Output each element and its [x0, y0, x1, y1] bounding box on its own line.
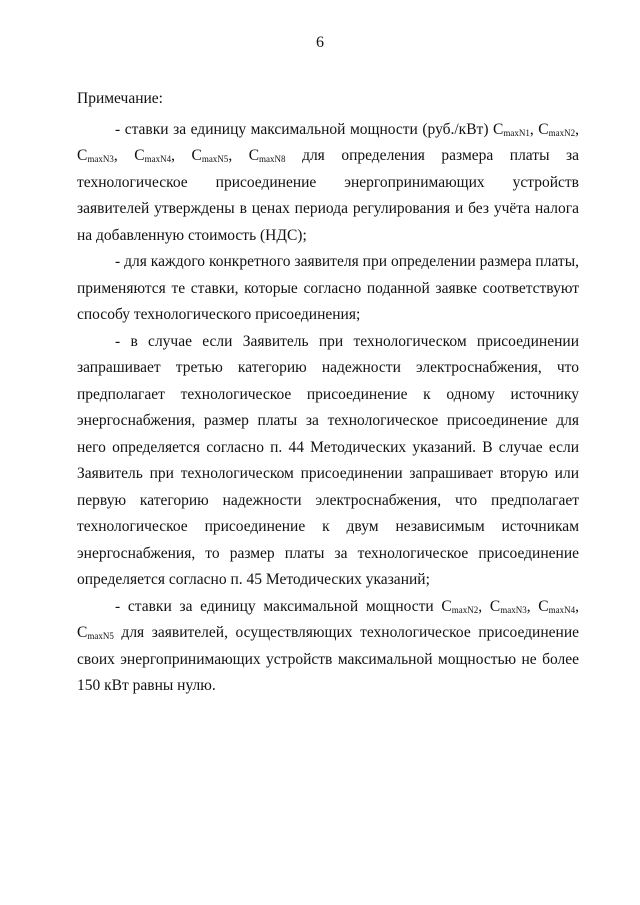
zero-rate-subscript-n3: maxN3 — [500, 604, 527, 615]
rate-symbol-n1: C — [493, 120, 504, 138]
note-item-applicant: - для каждого конкретного заявителя при определении размера платы, применяются те ставки, которые согласно поданной заявке соответствуют способу технологического присоединения; — [77, 253, 579, 323]
zero-rate-symbol-n4: C — [538, 597, 549, 615]
rates-text-end: для определения размера платы за технологическое присоединение энергопринимающих устройств заявителей утверждены в ценах периода регулирования и без учёта налога на добавленную стоимость (НДС); — [77, 147, 579, 244]
zero-rate-subscript-n4: maxN4 — [548, 604, 576, 615]
note-item-rates: - ставки за единицу максимальной мощности (руб./кВт) $C_{maxN1}$, $C_{maxN2}$, $C_{maxN3}$, $C_{maxN4}$, $C_{maxN5}$, $C_{maxN8}$ для определения размера платы за технологическое присоединение энергопринимающих устройств заявителей утверждены в ценах периода регулирования и без учёта налога на добавленную стоимость (НДС); — [77, 120, 579, 244]
rate-symbol-n5: C — [191, 147, 202, 164]
rate-symbol-n4: C — [134, 147, 145, 164]
rate-subscript-n8: maxN8 — [259, 154, 286, 164]
zero-rates-text-start: - ставки за единицу максимальной мощности — [115, 597, 442, 615]
zero-rate-symbol-n2: C — [441, 597, 452, 615]
rate-symbol-n3: C — [77, 147, 88, 164]
note-item-reliability-category: - в случае если Заявитель при технологическом присоединении запрашивает третью категорию надежности электроснабжения, что предполагает технологическое присоединение к одному источнику энергоснабжения, размер платы за технологическое присоединение для него определяется согласно п. 44 Методических указаний. В случае если Заявитель при технологическом присоединении запрашивает вторую или первую категорию надежности электроснабжения, что предполагает технологическое присоединение к двум независимым источникам энергоснабжения, то размер платы за технологическое присоединение определяется согласно п. 45 Методических указаний; — [77, 332, 579, 588]
rate-symbol-n2: C — [538, 120, 549, 138]
zero-rate-subscript-n5: maxN5 — [87, 631, 114, 641]
note-section — [77, 86, 579, 700]
note-title: Примечание: — [77, 90, 163, 107]
zero-rates-text-end: для заявителей, осуществляющих технологическое присоединение своих энергопринимающих устройств максимальной мощностью не более 150 кВт равны нулю. — [77, 624, 579, 694]
rate-subscript-n4: maxN4 — [144, 154, 172, 164]
note-item-zero-rates: - ставки за единицу максимальной мощности $C_{maxN2}$, $C_{maxN3}$, $C_{maxN4}$, $C_{maxN5}$ для заявителей, осуществляющих технологическое присоединение своих энергопринимающих устройств максимальной мощностью не более 150 кВт равны нулю. — [77, 597, 580, 694]
zero-rate-symbol-n3: C — [489, 597, 501, 615]
zero-rate-symbol-n5: C — [77, 624, 88, 641]
page-number: 6 — [316, 34, 324, 51]
rate-subscript-n3: maxN3 — [87, 154, 114, 164]
rate-subscript-n2: maxN2 — [548, 127, 576, 138]
rates-text-start: - ставки за единицу максимальной мощности (руб./кВт) — [115, 120, 494, 138]
rate-symbol-n8: C — [248, 147, 260, 164]
rate-subscript-n5: maxN5 — [201, 154, 229, 164]
zero-rate-subscript-n2: maxN2 — [451, 604, 479, 615]
rate-subscript-n1: maxN1 — [503, 127, 530, 138]
